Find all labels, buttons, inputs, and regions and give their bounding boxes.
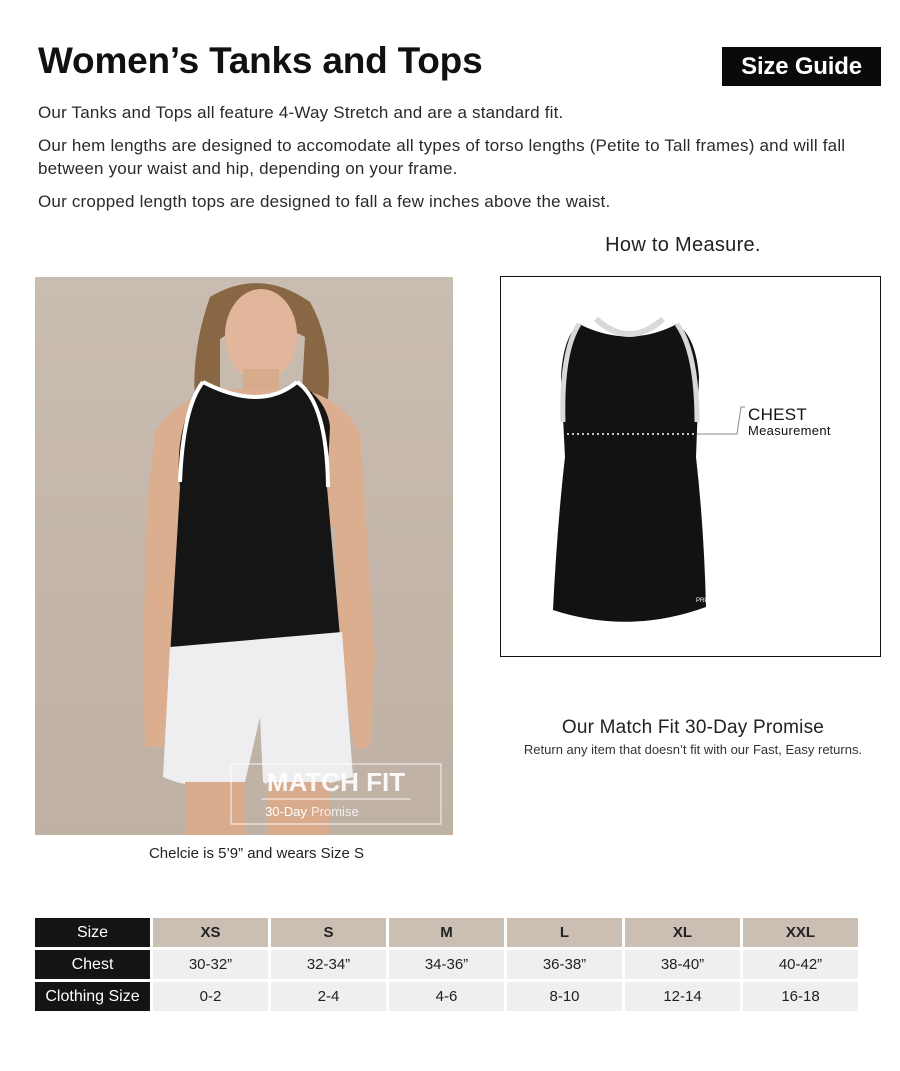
table-cell: 36-38” xyxy=(507,950,622,979)
chest-label: CHEST xyxy=(748,405,808,424)
table-cell: 16-18 xyxy=(743,982,858,1011)
table-cell: 12-14 xyxy=(625,982,740,1011)
table-cell: 34-36” xyxy=(389,950,504,979)
row-label-size: Size xyxy=(35,918,150,947)
size-header-cell: XXL xyxy=(743,918,858,947)
clothing-size-row xyxy=(35,982,858,1011)
match-fit-overlay-title: MATCH FIT xyxy=(266,767,406,797)
table-cell: 40-42” xyxy=(743,950,858,979)
promise-subtitle: Return any item that doesn’t fit with our Fast, Easy returns. xyxy=(523,742,863,757)
measure-diagram xyxy=(500,276,881,657)
table-cell: 8-10 xyxy=(507,982,622,1011)
size-header-cell: XL xyxy=(625,918,740,947)
face-shape xyxy=(225,289,297,381)
size-header-cell: S xyxy=(271,918,386,947)
chest-row xyxy=(35,950,858,979)
table-cell: 32-34” xyxy=(271,950,386,979)
tank-top-shape xyxy=(170,382,340,657)
model-photo xyxy=(35,277,453,835)
table-cell: 38-40” xyxy=(625,950,740,979)
table-cell: 0-2 xyxy=(153,982,268,1011)
intro-paragraph-fit: Our Tanks and Tops all feature 4-Way Stretch and are a standard fit. xyxy=(38,103,564,122)
table-cell: 4-6 xyxy=(389,982,504,1011)
model-caption: Chelcie is 5’9” and wears Size S xyxy=(148,845,365,862)
tank-diagram xyxy=(501,277,879,655)
page-title: Women’s Tanks and Tops xyxy=(38,40,483,81)
table-cell: 30-32” xyxy=(153,950,268,979)
size-header-cell: M xyxy=(389,918,504,947)
row-label-clothing-size: Clothing Size xyxy=(35,982,150,1011)
intro-paragraph-cropped: Our cropped length tops are designed to fall a few inches above the waist. xyxy=(38,192,611,211)
size-table xyxy=(32,915,861,1014)
promise-title: Our Match Fit 30-Day Promise xyxy=(561,717,825,738)
how-to-measure-heading: How to Measure. xyxy=(605,234,761,256)
chest-measurement-label: Measurement xyxy=(748,423,831,438)
overlay-sub-days: 30-Day xyxy=(265,804,307,819)
size-guide-badge: Size Guide xyxy=(722,47,881,86)
size-header-cell: L xyxy=(507,918,622,947)
row-label-chest: Chest xyxy=(35,950,150,979)
tank-logo-tag: PRP xyxy=(696,598,709,604)
intro-paragraph-hem: Our hem lengths are designed to accomodate all types of torso lengths (Petite to Tall frames) and will fall between your waist and hip, depending on your frame. xyxy=(38,136,846,178)
size-header-row xyxy=(35,918,858,947)
tank-silhouette xyxy=(553,324,709,622)
overlay-sub-promise: Promise xyxy=(311,804,359,819)
size-header-cell: XS xyxy=(153,918,268,947)
table-cell: 2-4 xyxy=(271,982,386,1011)
